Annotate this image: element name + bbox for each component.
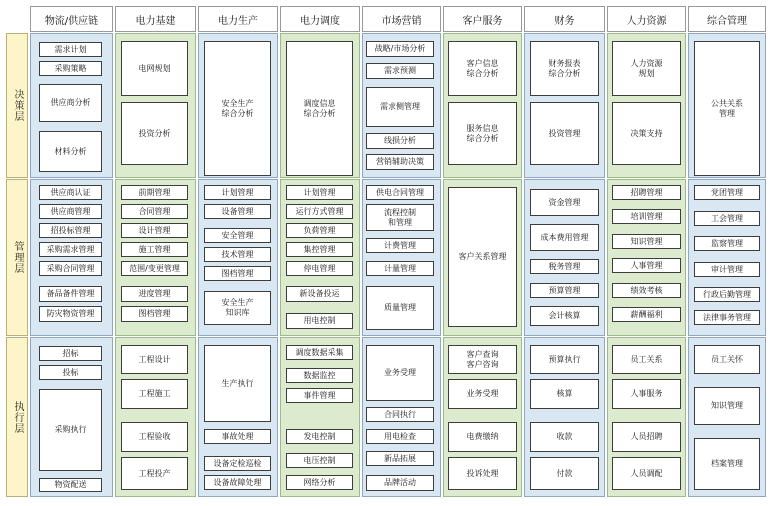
- function-box: 安全生产 知识库: [204, 291, 271, 325]
- function-box: 收款: [530, 422, 599, 452]
- function-box: 员工关怀: [694, 345, 760, 374]
- function-box: 知识管理: [612, 234, 681, 249]
- function-box: 供应商管理: [39, 204, 102, 219]
- function-box: 需求计划: [39, 42, 102, 57]
- function-box: 税务管理: [530, 259, 599, 274]
- column-header: 电力基建: [115, 6, 196, 32]
- function-box: 付款: [530, 457, 599, 490]
- function-box: 预算执行: [530, 345, 599, 374]
- function-box: 负荷管理: [286, 223, 353, 238]
- function-box: 投标: [39, 365, 102, 380]
- function-box: 党团管理: [694, 185, 760, 200]
- function-box: 审计管理: [694, 262, 760, 277]
- function-box: 人员招聘: [612, 422, 681, 452]
- function-box: 业务受理: [366, 345, 434, 401]
- column-header: 财务: [524, 6, 605, 32]
- function-box: 客户信息 综合分析: [448, 41, 517, 96]
- function-box: 供应商认证: [39, 185, 102, 200]
- function-box: 安全管理: [204, 228, 271, 243]
- function-box: 设备定检巡检: [204, 456, 271, 471]
- function-box: 法律事务管理: [694, 310, 760, 325]
- function-box: 招标: [39, 346, 102, 361]
- function-box: 采购策略: [39, 61, 102, 76]
- column-header: 客户服务: [443, 6, 522, 32]
- function-box: 档案管理: [694, 438, 760, 490]
- function-box: 合同管理: [121, 204, 188, 219]
- function-box: 投诉处理: [448, 457, 517, 490]
- column-header: 综合管理: [688, 6, 766, 32]
- function-box: 供应商分析: [39, 84, 102, 122]
- function-box: 采购执行: [39, 389, 102, 471]
- function-box: 用电控制: [286, 313, 353, 329]
- function-box: 材料分析: [39, 131, 102, 172]
- function-box: 事故处理: [204, 429, 271, 444]
- function-box: 工程施工: [121, 379, 188, 409]
- function-box: 生产执行: [204, 345, 271, 422]
- function-box: 资金管理: [530, 189, 599, 216]
- function-box: 图档管理: [121, 306, 188, 322]
- function-box: 监察管理: [694, 236, 760, 251]
- function-box: 工程验收: [121, 422, 188, 452]
- function-box: 绩效考核: [612, 283, 681, 298]
- function-box: 采购需求管理: [39, 242, 102, 257]
- function-box: 运行方式管理: [286, 204, 353, 219]
- function-box: 计量管理: [366, 261, 434, 276]
- function-box: 调度数据采集: [286, 345, 353, 360]
- function-box: 客户关系管理: [448, 187, 517, 327]
- function-box: 质量管理: [366, 286, 434, 330]
- function-box: 招投标管理: [39, 223, 102, 238]
- function-box: 人员调配: [612, 457, 681, 490]
- function-box: 用电检查: [366, 429, 434, 444]
- function-box: 范围/变更管理: [121, 261, 188, 276]
- function-box: 知识管理: [694, 387, 760, 425]
- function-box: 新品拓展: [366, 451, 434, 466]
- function-box: 工程设计: [121, 345, 188, 374]
- function-box: 停电管理: [286, 261, 353, 276]
- function-box: 集控管理: [286, 242, 353, 257]
- function-box: 防灾物资管理: [39, 306, 102, 322]
- function-box: 营销辅助决策: [366, 154, 434, 170]
- function-box: 财务报表 综合分析: [530, 41, 599, 96]
- function-box: 人力资源 规划: [612, 41, 681, 96]
- function-box: 供电合同管理: [366, 185, 434, 200]
- function-box: 战略/市场分析: [366, 41, 434, 57]
- function-box: 业务受理: [448, 379, 517, 409]
- column-header: 物流/供应链: [30, 6, 113, 32]
- function-box: 服务信息 综合分析: [448, 102, 517, 165]
- function-box: 设备故障处理: [204, 475, 271, 490]
- function-box: 客户查询 客户咨询: [448, 345, 517, 374]
- function-box: 行政后勤管理: [694, 287, 760, 302]
- column-header: 电力生产: [198, 6, 278, 32]
- function-box: 发电控制: [286, 429, 353, 444]
- diagram-cell: [280, 337, 360, 497]
- function-box: 预算管理: [530, 283, 599, 298]
- column-header: 人力资源: [607, 6, 686, 32]
- function-box: 图档管理: [204, 266, 271, 281]
- function-box: 核算: [530, 379, 599, 409]
- function-box: 合同执行: [366, 407, 434, 422]
- function-box: 线损分析: [366, 133, 434, 149]
- function-box: 物资配送: [39, 478, 102, 492]
- function-box: 成本费用管理: [530, 224, 599, 251]
- function-box: 人事服务: [612, 379, 681, 409]
- function-box: 投资管理: [530, 102, 599, 165]
- function-box: 技术管理: [204, 247, 271, 262]
- function-box: 进度管理: [121, 286, 188, 302]
- function-box: 事件管理: [286, 388, 353, 403]
- function-box: 招聘管理: [612, 185, 681, 200]
- function-box: 薪酬福利: [612, 307, 681, 322]
- function-box: 工程投产: [121, 457, 188, 490]
- function-box: 安全生产 综合分析: [204, 41, 271, 176]
- function-box: 决策支持: [612, 102, 681, 165]
- function-box: 调度信息 综合分析: [286, 41, 353, 176]
- function-box: 网络分析: [286, 475, 353, 490]
- function-box: 电费缴纳: [448, 422, 517, 452]
- function-box: 需求侧管理: [366, 87, 434, 127]
- function-box: 电压控制: [286, 453, 353, 468]
- function-box: 品牌活动: [366, 475, 434, 491]
- function-box: 工会管理: [694, 211, 760, 226]
- tier-label: 管理层: [6, 179, 28, 336]
- column-header: 市场营销: [362, 6, 441, 32]
- function-box: 会计核算: [530, 306, 599, 326]
- function-box: 人事管理: [612, 258, 681, 273]
- function-box: 计费管理: [366, 238, 434, 253]
- function-box: 流程控制 和管理: [366, 204, 434, 231]
- tier-label: 决策层: [6, 33, 28, 178]
- tier-label: 执行层: [6, 337, 28, 497]
- column-header: 电力调度: [280, 6, 360, 32]
- function-box: 设计管理: [121, 223, 188, 238]
- function-box: 新设备投运: [286, 286, 353, 302]
- function-box: 计划管理: [286, 185, 353, 200]
- function-box: 前期管理: [121, 185, 188, 200]
- function-box: 采购合同管理: [39, 261, 102, 276]
- function-box: 施工管理: [121, 242, 188, 257]
- function-box: 计划管理: [204, 185, 271, 200]
- function-box: 需求预测: [366, 63, 434, 79]
- function-box: 备品备件管理: [39, 286, 102, 302]
- function-box: 投资分析: [121, 102, 188, 165]
- function-box: 培训管理: [612, 209, 681, 224]
- function-box: 公共关系 管理: [694, 41, 760, 176]
- function-box: 电网规划: [121, 41, 188, 96]
- function-box: 数据监控: [286, 368, 353, 383]
- function-box: 设备管理: [204, 204, 271, 219]
- function-box: 员工关系: [612, 345, 681, 374]
